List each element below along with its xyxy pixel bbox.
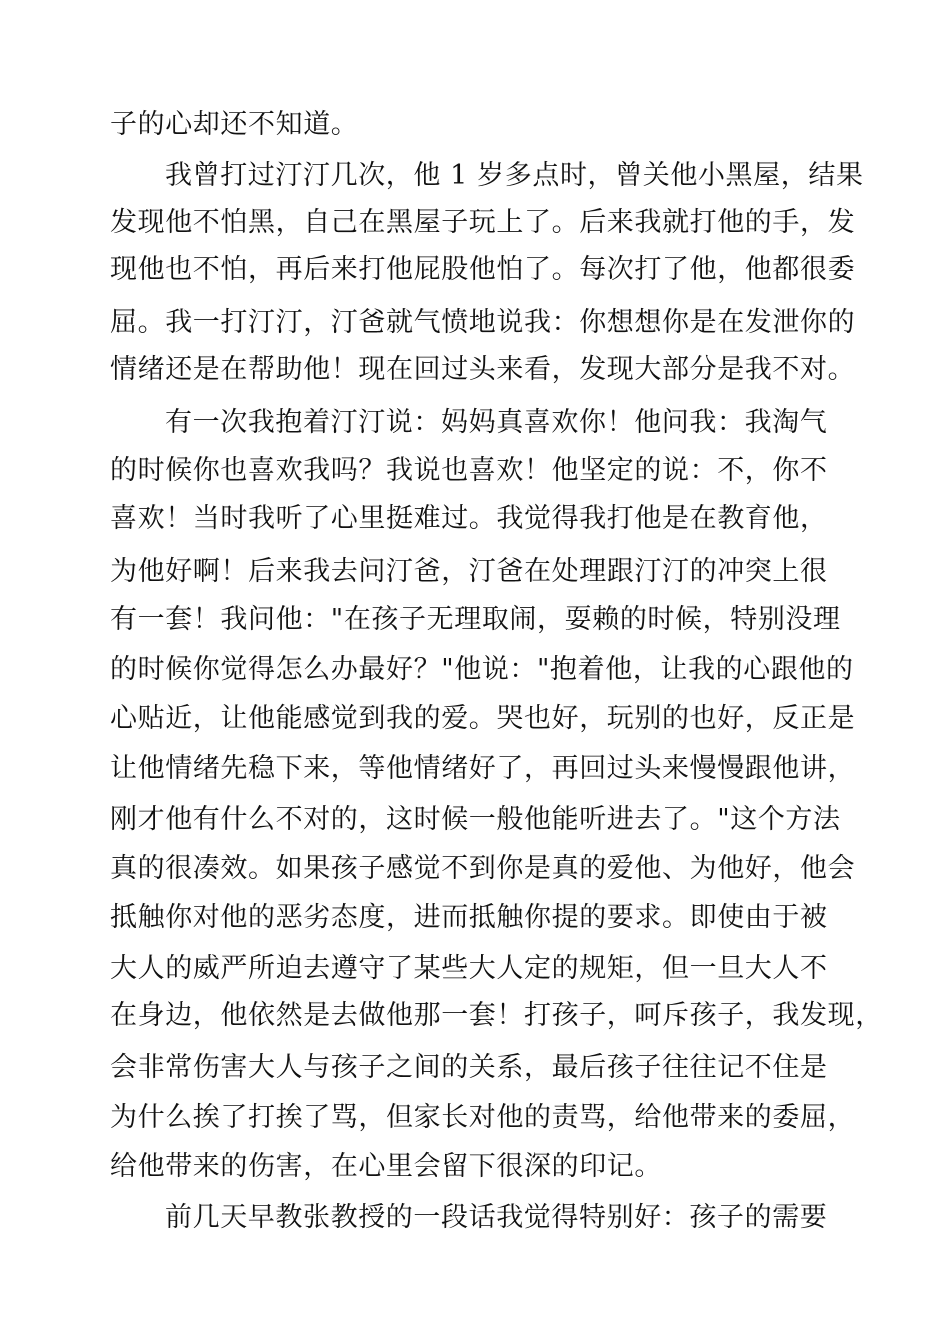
text-line: 发现他不怕黑，自己在黑屋子玩上了。后来我就打他的手，发 [110, 207, 856, 238]
text-line: 喜欢！当时我听了心里挺难过。我觉得我打他是在教育他， [110, 503, 828, 534]
text-line: 屈。我一打汀汀，汀爸就气愤地说我：你想想你是在发泄你的 [110, 307, 856, 338]
text-line: 会非常伤害大人与孩子之间的关系，最后孩子往往记不住是 [110, 1052, 828, 1083]
text-line: 为他好啊！后来我去问汀爸，汀爸在处理跟汀汀的冲突上很 [110, 556, 828, 587]
text-line: 的时候你也喜欢我吗？我说也喜欢！他坚定的说：不，你不 [110, 455, 828, 486]
text-line: 现他也不怕，再后来打他屁股他怕了。每次打了他，他都很委 [110, 254, 856, 285]
text-line: 情绪还是在帮助他！现在回过头来看，发现大部分是我不对。 [110, 354, 856, 385]
text-line: 为什么挨了打挨了骂，但家长对他的责骂，给他带来的委屈， [110, 1102, 856, 1133]
text-line: 让他情绪先稳下来，等他情绪好了，再回过头来慢慢跟他讲， [110, 753, 856, 784]
text-line: 有一次我抱着汀汀说：妈妈真喜欢你！他问我：我淘气 [165, 407, 828, 438]
text-line: 有一套！我问他："在孩子无理取闹，耍赖的时候，特别没理 [110, 604, 841, 635]
text-line: 前几天早教张教授的一段话我觉得特别好：孩子的需要 [165, 1202, 828, 1233]
text-line: 给他带来的伤害，在心里会留下很深的印记。 [110, 1151, 662, 1182]
text-line: 抵触你对他的恶劣态度，进而抵触你提的要求。即使由于被 [110, 902, 828, 933]
text-line: 我曾打过汀汀几次，他 1 岁多点时，曾关他小黑屋，结果 [165, 160, 864, 191]
text-line: 在身边，他依然是去做他那一套！打孩子，呵斥孩子，我发现， [110, 1000, 883, 1031]
text-line: 心贴近，让他能感觉到我的爱。哭也好，玩别的也好，反正是 [110, 703, 856, 734]
text-line: 大人的威严所迫去遵守了某些大人定的规矩，但一旦大人不 [110, 953, 828, 984]
text-line: 子的心却还不知道。 [110, 109, 359, 140]
text-line: 刚才他有什么不对的，这时候一般他能听进去了。"这个方法 [110, 804, 841, 835]
text-line: 的时候你觉得怎么办最好？"他说："抱着他，让我的心跟他的 [110, 654, 854, 685]
text-line: 真的很凑效。如果孩子感觉不到你是真的爱他、为他好，他会 [110, 853, 856, 884]
